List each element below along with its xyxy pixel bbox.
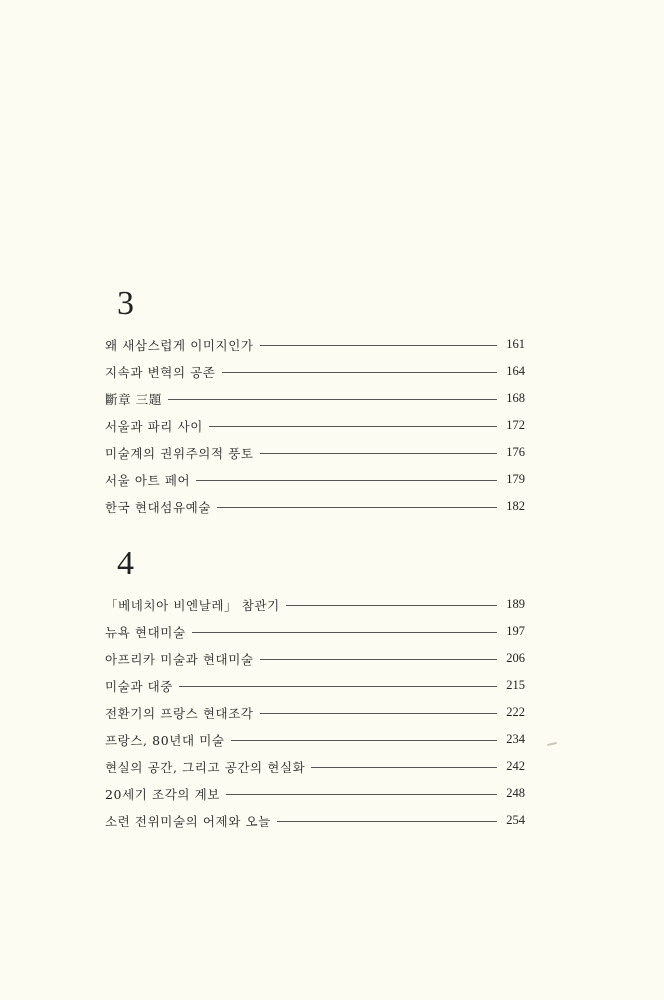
entry-title: 전환기의 프랑스 현대조각	[105, 705, 254, 721]
toc-entry	[105, 726, 525, 753]
dotted-leader	[226, 794, 497, 795]
dotted-leader	[260, 345, 497, 346]
entry-page-number: 197	[506, 624, 525, 638]
entry-title: 서울 아트 페어	[105, 472, 191, 488]
dotted-leader	[192, 632, 497, 633]
toc-entry	[105, 412, 525, 439]
entry-title: 미술과 대중	[105, 678, 173, 694]
entry-title: 서울과 파리 사이	[105, 418, 203, 434]
entry-page-number: 222	[506, 705, 525, 719]
entry-title: 소련 전위미술의 어제와 오늘	[105, 813, 271, 829]
section-number: 3	[117, 285, 134, 322]
entry-title: 현실의 공간, 그리고 공간의 현실화	[105, 759, 306, 775]
dotted-leader	[260, 713, 497, 714]
entry-page-number: 168	[506, 391, 525, 405]
entry-title: 미술계의 권위주의적 풍토	[105, 445, 254, 461]
toc-entry	[105, 645, 525, 672]
toc-entry	[105, 672, 525, 699]
toc-entry	[105, 780, 525, 807]
entry-page-number: 161	[506, 337, 525, 351]
entry-title: 斷章 三題	[105, 391, 162, 407]
entry-title: 아프리카 미술과 현대미술	[105, 651, 254, 667]
entry-title: 프랑스, 80년대 미술	[105, 732, 225, 748]
dotted-leader	[168, 399, 497, 400]
toc-entry	[105, 439, 525, 466]
dotted-leader	[222, 372, 497, 373]
toc-entry	[105, 331, 525, 358]
toc-entry	[105, 807, 525, 834]
dotted-leader	[231, 740, 497, 741]
toc-entry	[105, 699, 525, 726]
entry-title: 뉴욕 현대미술	[105, 624, 186, 640]
entry-page-number: 164	[506, 364, 525, 378]
entry-page-number: 189	[506, 597, 525, 611]
entry-page-number: 248	[506, 786, 525, 800]
entry-title: 한국 현대섬유예술	[105, 499, 211, 515]
toc-entry	[105, 618, 525, 645]
entry-page-number: 172	[506, 418, 525, 432]
paper-speck	[547, 742, 557, 746]
dotted-leader	[311, 767, 497, 768]
toc-entry	[105, 385, 525, 412]
entry-title: 왜 새삼스럽게 이미지인가	[105, 337, 254, 353]
dotted-leader	[260, 453, 497, 454]
dotted-leader	[286, 605, 497, 606]
toc-entry	[105, 358, 525, 385]
dotted-leader	[179, 686, 497, 687]
dotted-leader	[260, 659, 497, 660]
section-number: 4	[117, 545, 134, 582]
toc-entry	[105, 493, 525, 520]
entry-page-number: 215	[506, 678, 525, 692]
entry-title: 「베네치아 비엔날레」 참관기	[105, 597, 280, 613]
entry-page-number: 206	[506, 651, 525, 665]
entry-page-number: 234	[506, 732, 525, 746]
toc-section-3	[105, 286, 525, 520]
dotted-leader	[217, 507, 497, 508]
toc-entry	[105, 753, 525, 780]
toc-section-4	[105, 546, 525, 834]
dotted-leader	[277, 821, 497, 822]
entry-title: 지속과 변혁의 공존	[105, 364, 216, 380]
entry-title: 20세기 조각의 계보	[105, 786, 220, 802]
entry-page-number: 182	[506, 499, 525, 513]
entry-page-number: 254	[506, 813, 525, 827]
entry-page-number: 242	[506, 759, 525, 773]
toc-entry	[105, 466, 525, 493]
dotted-leader	[209, 426, 497, 427]
entry-page-number: 176	[506, 445, 525, 459]
dotted-leader	[196, 480, 497, 481]
toc-entry	[105, 591, 525, 618]
entry-page-number: 179	[506, 472, 525, 486]
